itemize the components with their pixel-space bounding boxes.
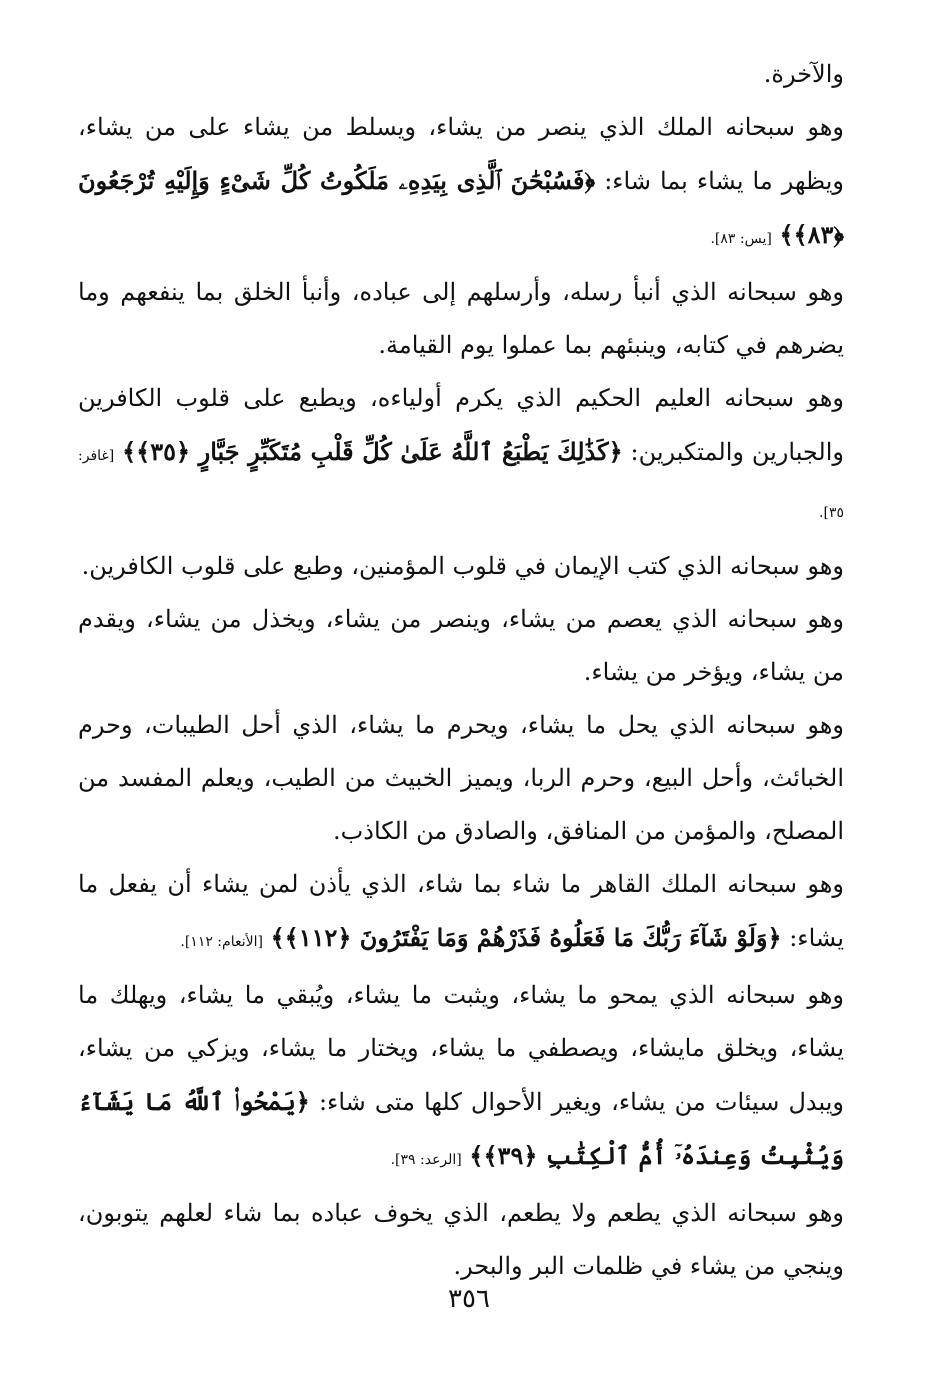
paragraph (78, 1187, 844, 1293)
paragraph (78, 699, 844, 858)
paragraph-text: وهو سبحانه الذي يطعم ولا يطعم، الذي يخوف عباده بما شاء لعلهم يتوبون، وينجي من يشاء في ظلمات البر والبحر. (78, 1199, 844, 1280)
verse-reference: [يس: ٨٣]. (710, 231, 772, 247)
page-number: ٣٥٦ (448, 1284, 490, 1314)
paragraph-text: وهو سبحانه العليم الحكيم الذي يكرم أولياءه، ويطبع على قلوب الكافرين والجبارين والمتكبرين: (78, 384, 844, 466)
paragraph (78, 266, 844, 372)
paragraph (78, 101, 844, 266)
verse-reference: [الرعد: ٣٩]. (390, 1152, 462, 1168)
verse-reference: [غافر: ٣٥]. (78, 448, 844, 521)
paragraph-text: وهو سبحانه الذي يحل ما يشاء، ويحرم ما يشاء، الذي أحل الطيبات، وحرم الخبائث، وأحل البيع، وحرم الربا، ويميز الخبيث من الطيب، ويعلم المفسد من المصلح، والمؤمن من المنافق، والصادق من الكاذب. (78, 711, 844, 845)
paragraph-text: وهو سبحانه الملك القاهر ما شاء بما شاء، الذي يأذن لمن يشاء أن يفعل ما يشاء: (78, 870, 844, 952)
quran-verse: ﴿فَسُبْحَٰنَ ٱلَّذِى بِيَدِهِۦ مَلَكُوتُ كُلِّ شَىْءٍ وَإِلَيْهِ تُرْجَعُونَ ﴿٨٣﴾﴾ (78, 166, 844, 249)
paragraph (78, 540, 844, 593)
quran-verse: ﴿يَمْحُوا۟ ٱللَّهُ مَا يَشَآءُ وَيُثْبِتُ وَعِندَهُۥٓ أُمُّ ٱلْكِتَٰبِ ﴿٣٩﴾﴾ (78, 1087, 844, 1170)
paragraph (78, 372, 844, 540)
paragraph-text: وهو سبحانه الملك الذي ينصر من يشاء، ويسلط من يشاء على من يشاء، ويظهر ما يشاء بما شاء: (78, 113, 845, 195)
paragraph-text: والآخرة. (763, 60, 844, 88)
paragraph (78, 593, 844, 699)
paragraph (78, 48, 844, 101)
paragraph (78, 858, 844, 969)
page-body (78, 48, 844, 1293)
paragraph-text: وهو سبحانه الذي كتب الإيمان في قلوب المؤمنين، وطبع على قلوب الكافرين. (81, 552, 844, 580)
quran-verse: ﴿وَلَوْ شَآءَ رَبُّكَ مَا فَعَلُوهُ فَذَرْهُمْ وَمَا يَفْتَرُونَ ﴿١١٢﴾﴾ (270, 923, 782, 952)
verse-reference: [الأنعام: ١١٢]. (180, 934, 263, 950)
paragraph (78, 969, 844, 1187)
paragraph-text: وهو سبحانه الذي يعصم من يشاء، وينصر من يشاء، ويخذل من يشاء، ويقدم من يشاء، ويؤخر من يشاء. (78, 605, 844, 686)
quran-verse: ﴿كَذَٰلِكَ يَطْبَعُ ٱللَّهُ عَلَىٰ كُلِّ قَلْبِ مُتَكَبِّرٍ جَبَّارٍ ﴿٣٥﴾﴾ (122, 437, 623, 466)
paragraph-text: وهو سبحانه الذي أنبأ رسله، وأرسلهم إلى عباده، وأنبأ الخلق بما ينفعهم وما يضرهم في كتابه، وينبئهم بما عملوا يوم القيامة. (78, 278, 844, 359)
paragraph-text: وهو سبحانه الذي يمحو ما يشاء، ويثبت ما يشاء، ويُبقي ما يشاء، ويهلك ما يشاء، ويخلق مايشاء، ويصطفي ما يشاء، ويختار ما يشاء، ويزكي من يشاء، ويبدل سيئات من يشاء، ويغير الأحوال كلها متى شاء: (78, 981, 844, 1116)
